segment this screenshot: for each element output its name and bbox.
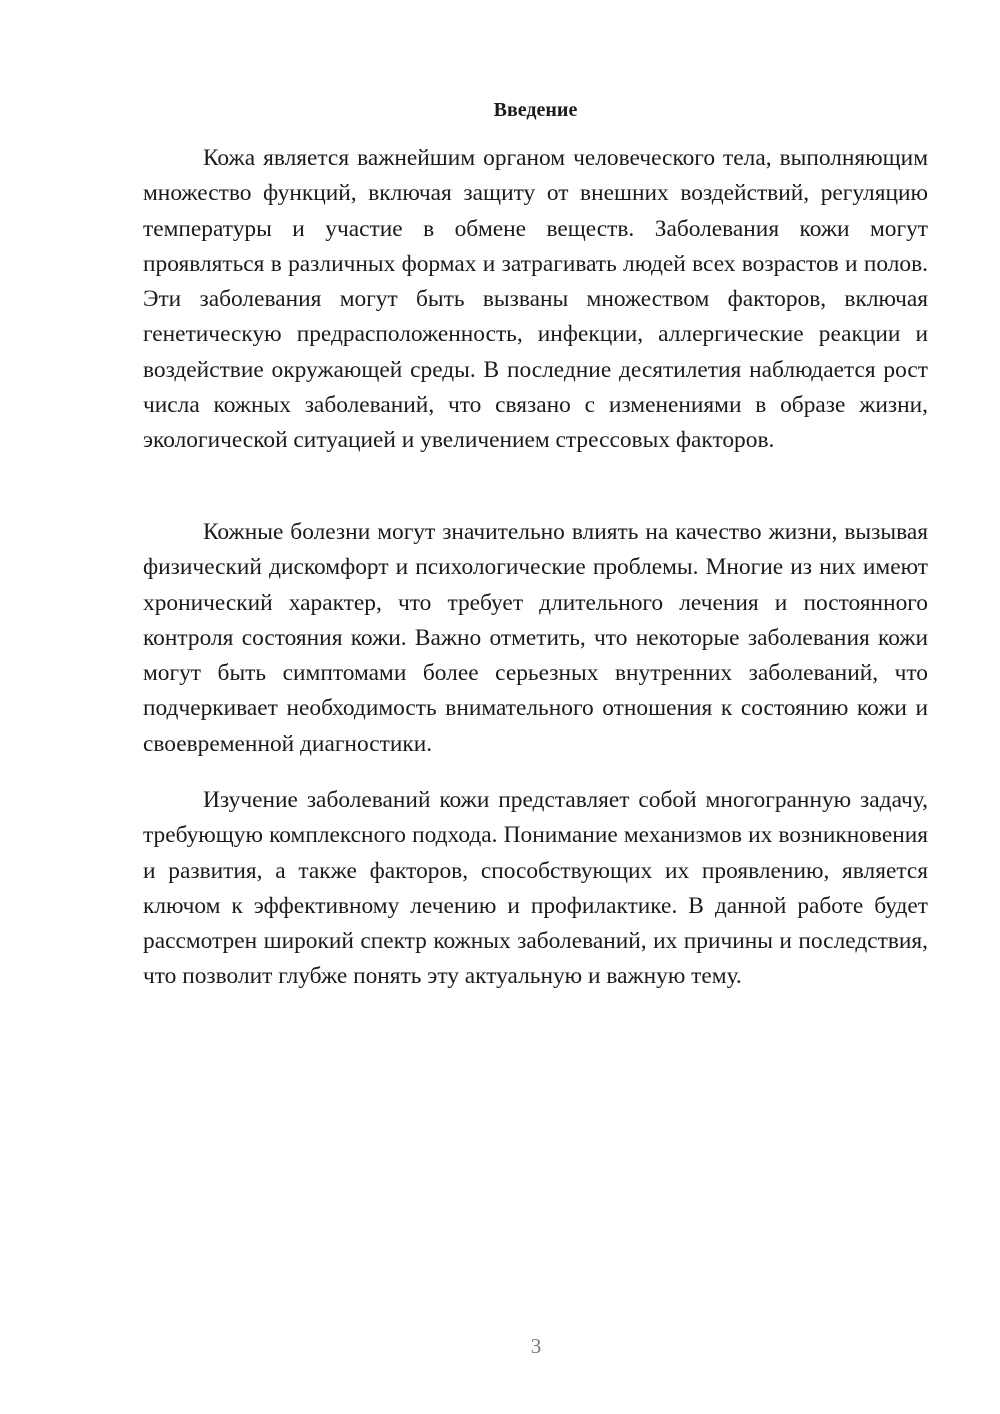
- page-number: 3: [530, 1334, 542, 1358]
- paragraph-2: Кожные болезни могут значительно влиять на качество жизни, вызывая физический дискомфорт и психологические проблемы. Многие из них имеют хронический характер, что требует длительного лечения и постоянного контроля состояния кожи. Важно отметить, что некоторые заболевания кожи могут быть симптомами более серьезных внутренних заболеваний, что подчеркивает необходимость внимательного отношения к состоянию кожи и своевременной диагностики.: [143, 519, 928, 757]
- paragraph-1: Кожа является важнейшим органом человеческого тела, выполняющим множество функций, включая защиту от внешних воздействий, регуляцию температуры и участие в обмене веществ. Заболевания кожи могут проявляться в различных формах и затрагивать людей всех возрастов и полов. Эти заболевания могут быть вызваны множеством факторов, включая генетическую предрасположенность, инфекции, аллергические реакции и воздействие окружающей среды. В последние десятилетия наблюдается рост числа кожных заболеваний, что связано с изменениями в образе жизни, экологической ситуацией и увеличением стрессовых факторов.: [143, 145, 928, 454]
- section-heading: Введение: [493, 99, 578, 121]
- paragraph-3: Изучение заболеваний кожи представляет собой многогранную задачу, требующую комплексного подхода. Понимание механизмов их возникновения и развития, а также факторов, способствующих их проявлению, является ключом к эффективному лечению и профилактике. В данной работе будет рассмотрен широкий спектр кожных заболеваний, их причины и последствия, что позволит глубже понять эту актуальную и важную тему.: [143, 787, 928, 990]
